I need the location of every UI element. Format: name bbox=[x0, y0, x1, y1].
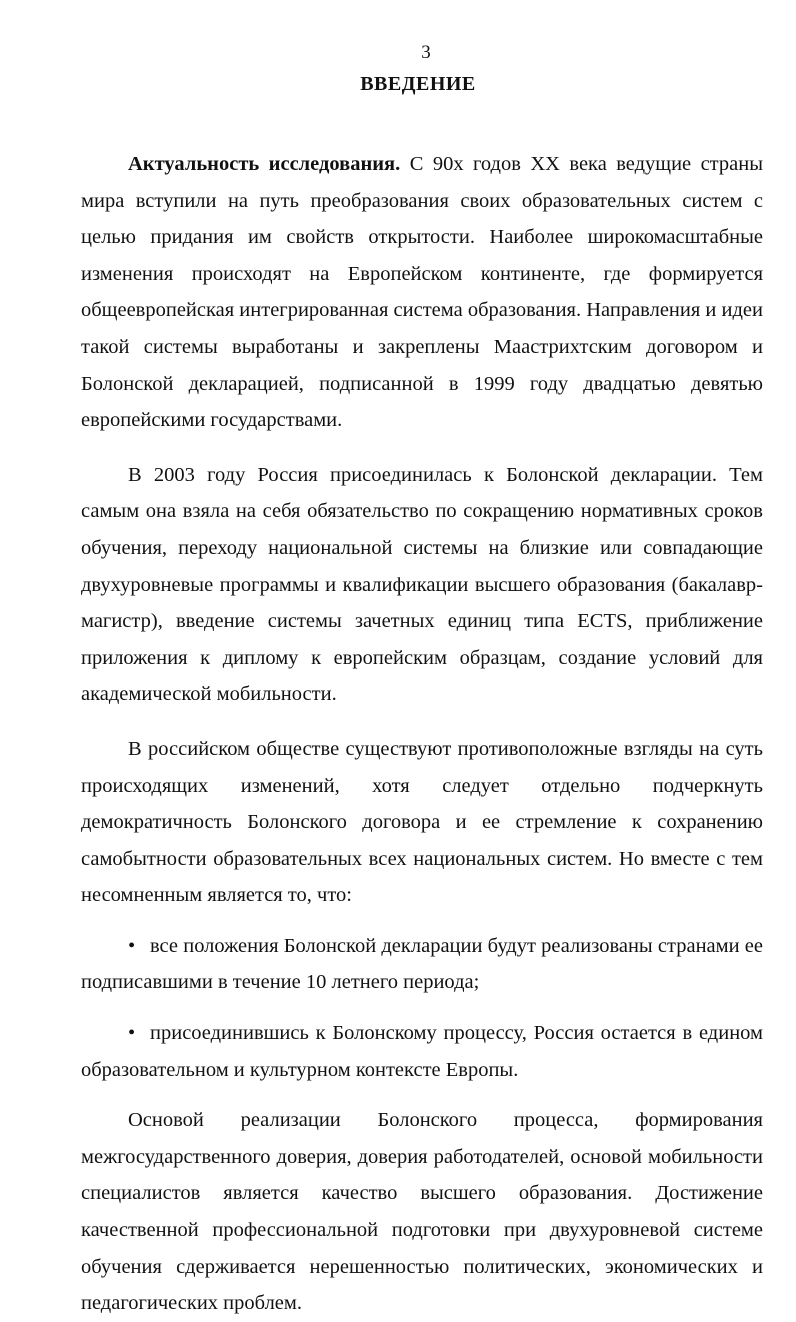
paragraph-lead: Актуальность исследования. bbox=[128, 153, 401, 175]
page-number: 3 bbox=[421, 42, 431, 63]
list-item bbox=[81, 1015, 763, 1088]
bullet-icon: • bbox=[128, 934, 136, 957]
list-item-text: все положения Болонской декларации будут реализованы странами ее подписавшими в течение 10 летнего периода; bbox=[81, 934, 763, 994]
paragraph-quality: Основой реализации Болонского процесса, формирования межгосударственного доверия, доверия работодателей, основой мобильности специалистов является качество высшего образования. Достижение качественной профессиональной подготовки при двухуровневой системе обучения сдерживается нерешенностью политических, экономических и педагогических проблем. bbox=[81, 1109, 763, 1315]
bullet-icon: • bbox=[128, 1022, 136, 1045]
paragraph-text: С 90х годов XX века ведущие страны мира вступили на путь преобразования своих образовательных систем с целью придания им свойств открытости. Наиболее широкомасштабные изменения происходят на Европейском континенте, где формируется общеевропейская интегрированная система образования. Направления и идеи такой системы выработаны и закреплены Маастрихтским договором и Болонской декларацией, подписанной в 1999 году двадцатью девятью европейскими государствами. bbox=[81, 153, 763, 432]
paragraph-relevance bbox=[81, 146, 763, 439]
list-item bbox=[81, 928, 763, 1001]
paragraph-opposing-views: В российском обществе существуют противоположные взгляды на суть происходящих изменений, хотя следует отдельно подчеркнуть демократичность Болонского договора и ее стремление к сохранению самобытности образовательных всех национальных систем. Но вместе с тем несомненным является то, что: bbox=[81, 737, 763, 907]
body-text bbox=[81, 146, 763, 1322]
list-item-text: присоединившись к Болонскому процессу, Россия остается в едином образовательном и культурном контексте Европы. bbox=[81, 1022, 763, 1081]
paragraph-russia-joined: В 2003 году Россия присоединилась к Болонской декларации. Тем самым она взяла на себя обязательство по сокращению нормативных сроков обучения, переходу национальной системы на близкие или совпадающие двухуровневые программы и квалификации высшего образования (бакалавр-магистр), введение системы зачетных единиц типа ECTS, приближение приложения к диплому к европейским образцам, создание условий для академической мобильности. bbox=[81, 463, 763, 706]
section-heading: ВВЕДЕНИЕ bbox=[360, 73, 476, 95]
